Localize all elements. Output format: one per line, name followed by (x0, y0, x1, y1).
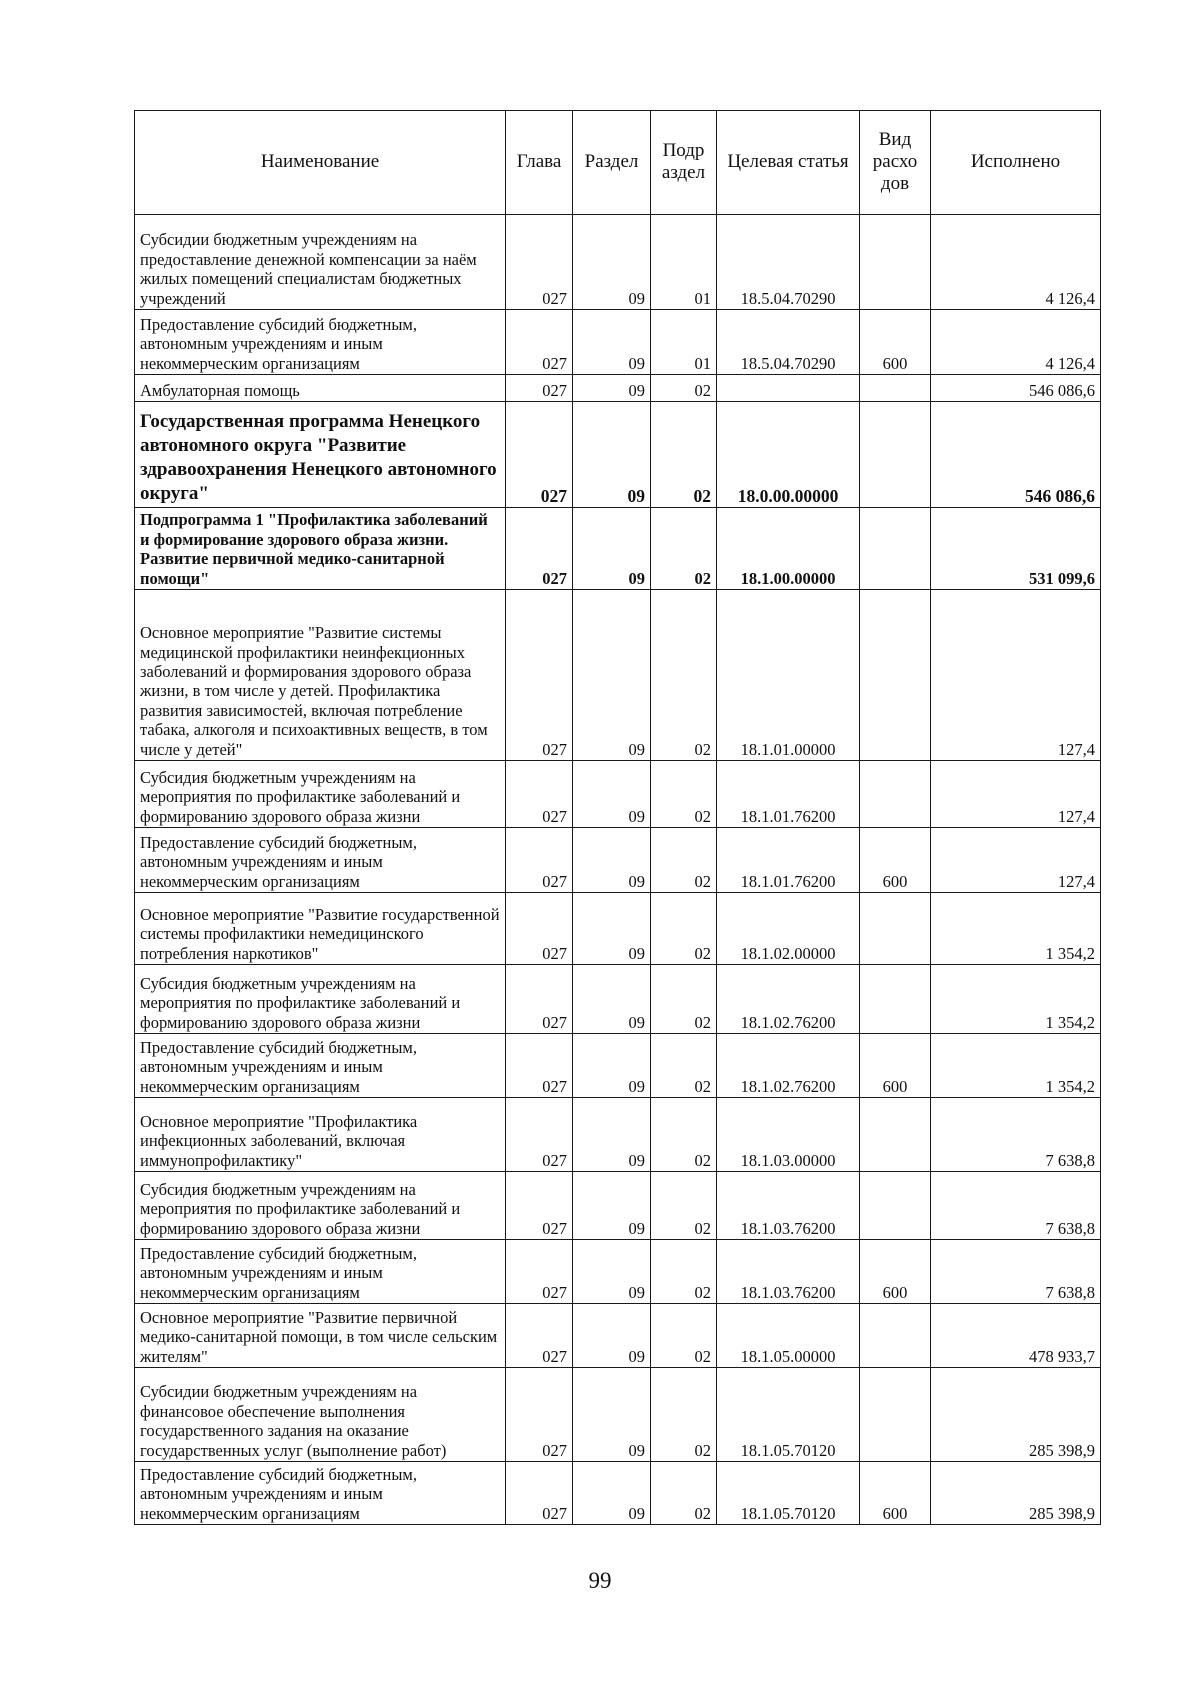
table-row (135, 893, 1101, 965)
row-celevaya-statya: 18.1.02.76200 (717, 1034, 860, 1098)
row-podrazdel: 02 (651, 1304, 717, 1368)
table-row (135, 215, 1101, 310)
row-ispolneno: 531 099,6 (931, 508, 1101, 590)
row-celevaya-statya: 18.1.05.00000 (717, 1304, 860, 1368)
row-podrazdel: 01 (651, 215, 717, 310)
row-glava: 027 (506, 508, 573, 590)
row-vid-raskhodov (860, 965, 931, 1034)
row-ispolneno: 7 638,8 (931, 1172, 1101, 1240)
header-glava: Глава (506, 111, 573, 215)
row-podrazdel: 01 (651, 310, 717, 375)
table-row (135, 965, 1101, 1034)
row-ispolneno: 1 354,2 (931, 965, 1101, 1034)
table-row (135, 310, 1101, 375)
row-ispolneno: 285 398,9 (931, 1368, 1101, 1462)
header-vid-raskhodov: Вид расхо дов (860, 111, 931, 215)
row-podrazdel: 02 (651, 402, 717, 508)
row-glava: 027 (506, 965, 573, 1034)
budget-execution-table (134, 110, 1101, 1525)
row-celevaya-statya: 18.5.04.70290 (717, 310, 860, 375)
row-razdel: 09 (573, 310, 651, 375)
table-row (135, 1034, 1101, 1098)
row-ispolneno: 127,4 (931, 761, 1101, 828)
row-vid-raskhodov: 600 (860, 1240, 931, 1304)
row-razdel: 09 (573, 893, 651, 965)
row-celevaya-statya: 18.1.01.76200 (717, 761, 860, 828)
row-glava: 027 (506, 1034, 573, 1098)
row-celevaya-statya: 18.1.03.76200 (717, 1240, 860, 1304)
row-podrazdel: 02 (651, 1462, 717, 1525)
row-name: Основное мероприятие "Профилактика инфекционных заболеваний, включая иммунопрофилактику" (135, 1098, 506, 1172)
header-podrazdel: Подр аздел (651, 111, 717, 215)
row-celevaya-statya (717, 375, 860, 402)
row-razdel: 09 (573, 375, 651, 402)
row-name: Предоставление субсидий бюджетным, автономным учреждениям и иным некоммерческим организациям (135, 1240, 506, 1304)
table-row (135, 590, 1101, 761)
row-ispolneno: 1 354,2 (931, 893, 1101, 965)
row-name: Субсидия бюджетным учреждениям на мероприятия по профилактике заболеваний и формированию здорового образа жизни (135, 761, 506, 828)
row-podrazdel: 02 (651, 965, 717, 1034)
row-razdel: 09 (573, 215, 651, 310)
table-row (135, 1462, 1101, 1525)
row-celevaya-statya: 18.1.02.00000 (717, 893, 860, 965)
row-ispolneno: 4 126,4 (931, 215, 1101, 310)
row-ispolneno: 7 638,8 (931, 1098, 1101, 1172)
row-celevaya-statya: 18.1.01.76200 (717, 828, 860, 893)
row-name: Предоставление субсидий бюджетным, автономным учреждениям и иным некоммерческим организациям (135, 828, 506, 893)
row-vid-raskhodov (860, 375, 931, 402)
row-name: Предоставление субсидий бюджетным, автономным учреждениям и иным некоммерческим организациям (135, 1462, 506, 1525)
row-ispolneno: 285 398,9 (931, 1462, 1101, 1525)
header-razdel: Раздел (573, 111, 651, 215)
row-podrazdel: 02 (651, 828, 717, 893)
table-row (135, 828, 1101, 893)
row-razdel: 09 (573, 761, 651, 828)
row-razdel: 09 (573, 1240, 651, 1304)
row-podrazdel: 02 (651, 1172, 717, 1240)
row-glava: 027 (506, 590, 573, 761)
table-header-row (135, 111, 1101, 215)
row-glava: 027 (506, 1304, 573, 1368)
row-razdel: 09 (573, 1034, 651, 1098)
row-glava: 027 (506, 828, 573, 893)
row-ispolneno: 4 126,4 (931, 310, 1101, 375)
row-razdel: 09 (573, 1368, 651, 1462)
row-podrazdel: 02 (651, 1240, 717, 1304)
row-name: Субсидия бюджетным учреждениям на мероприятия по профилактике заболеваний и формированию здорового образа жизни (135, 1172, 506, 1240)
table-row (135, 1172, 1101, 1240)
row-name: Основное мероприятие "Развитие системы медицинской профилактики неинфекционных заболеваний и формирования здорового образа жизни, в том числе у детей. Профилактика развития зависимостей, включая потребление табака, алкоголя и психоактивных веществ, в том числе у детей" (135, 590, 506, 761)
row-celevaya-statya: 18.1.02.76200 (717, 965, 860, 1034)
row-podrazdel: 02 (651, 1034, 717, 1098)
row-podrazdel: 02 (651, 508, 717, 590)
row-vid-raskhodov (860, 893, 931, 965)
row-ispolneno: 546 086,6 (931, 402, 1101, 508)
row-vid-raskhodov: 600 (860, 310, 931, 375)
row-podrazdel: 02 (651, 761, 717, 828)
row-razdel: 09 (573, 1304, 651, 1368)
row-vid-raskhodov (860, 508, 931, 590)
row-podrazdel: 02 (651, 1368, 717, 1462)
page-number: 99 (588, 1568, 612, 1593)
row-glava: 027 (506, 1172, 573, 1240)
header-ispolneno: Исполнено (931, 111, 1101, 215)
table-row (135, 1304, 1101, 1368)
row-vid-raskhodov: 600 (860, 1462, 931, 1525)
row-name: Предоставление субсидий бюджетным, автономным учреждениям и иным некоммерческим организациям (135, 1034, 506, 1098)
row-glava: 027 (506, 310, 573, 375)
row-razdel: 09 (573, 828, 651, 893)
row-podrazdel: 02 (651, 590, 717, 761)
table-row (135, 375, 1101, 402)
row-vid-raskhodov (860, 402, 931, 508)
row-celevaya-statya: 18.1.03.76200 (717, 1172, 860, 1240)
header-celevaya-statya: Целевая статья (717, 111, 860, 215)
row-name: Субсидии бюджетным учреждениям на предоставление денежной компенсации за наём жилых помещений специалистам бюджетных учреждений (135, 215, 506, 310)
row-razdel: 09 (573, 1098, 651, 1172)
row-razdel: 09 (573, 508, 651, 590)
row-name: Предоставление субсидий бюджетным, автономным учреждениям и иным некоммерческим организациям (135, 310, 506, 375)
row-glava: 027 (506, 215, 573, 310)
row-name: Основное мероприятие "Развитие первичной медико-санитарной помощи, в том числе сельским жителям" (135, 1304, 506, 1368)
row-razdel: 09 (573, 1462, 651, 1525)
row-glava: 027 (506, 1240, 573, 1304)
row-vid-raskhodov (860, 215, 931, 310)
row-celevaya-statya: 18.1.05.70120 (717, 1462, 860, 1525)
row-ispolneno: 127,4 (931, 828, 1101, 893)
table-row (135, 402, 1101, 508)
row-podrazdel: 02 (651, 375, 717, 402)
row-glava: 027 (506, 1098, 573, 1172)
row-razdel: 09 (573, 590, 651, 761)
row-razdel: 09 (573, 1172, 651, 1240)
row-glava: 027 (506, 402, 573, 508)
table-row (135, 1098, 1101, 1172)
row-celevaya-statya: 18.1.00.00000 (717, 508, 860, 590)
row-podrazdel: 02 (651, 1098, 717, 1172)
row-name: Государственная программа Ненецкого автономного округа "Развитие здравоохранения Ненецкого автономного округа" (135, 402, 506, 508)
row-ispolneno: 1 354,2 (931, 1034, 1101, 1098)
row-name: Подпрограмма 1 "Профилактика заболеваний и формирование здорового образа жизни. Развитие первичной медико-санитарной помощи" (135, 508, 506, 590)
row-glava: 027 (506, 375, 573, 402)
row-ispolneno: 127,4 (931, 590, 1101, 761)
row-glava: 027 (506, 1368, 573, 1462)
table-row (135, 1368, 1101, 1462)
row-celevaya-statya: 18.1.01.00000 (717, 590, 860, 761)
table-row (135, 761, 1101, 828)
header-name: Наименование (135, 111, 506, 215)
row-celevaya-statya: 18.5.04.70290 (717, 215, 860, 310)
row-razdel: 09 (573, 965, 651, 1034)
row-vid-raskhodov (860, 761, 931, 828)
row-name: Основное мероприятие "Развитие государственной системы профилактики немедицинского потребления наркотиков" (135, 893, 506, 965)
table-row (135, 508, 1101, 590)
row-ispolneno: 546 086,6 (931, 375, 1101, 402)
row-ispolneno: 7 638,8 (931, 1240, 1101, 1304)
row-vid-raskhodov: 600 (860, 1034, 931, 1098)
row-glava: 027 (506, 893, 573, 965)
row-name: Субсидия бюджетным учреждениям на мероприятия по профилактике заболеваний и формированию здорового образа жизни (135, 965, 506, 1034)
row-razdel: 09 (573, 402, 651, 508)
row-celevaya-statya: 18.1.05.70120 (717, 1368, 860, 1462)
row-ispolneno: 478 933,7 (931, 1304, 1101, 1368)
row-vid-raskhodov: 600 (860, 828, 931, 893)
row-vid-raskhodov (860, 1304, 931, 1368)
row-glava: 027 (506, 761, 573, 828)
row-celevaya-statya: 18.1.03.00000 (717, 1098, 860, 1172)
row-glava: 027 (506, 1462, 573, 1525)
row-podrazdel: 02 (651, 893, 717, 965)
row-vid-raskhodov (860, 1368, 931, 1462)
row-name: Амбулаторная помощь (135, 375, 506, 402)
row-celevaya-statya: 18.0.00.00000 (717, 402, 860, 508)
row-vid-raskhodov (860, 590, 931, 761)
row-vid-raskhodov (860, 1098, 931, 1172)
table-row (135, 1240, 1101, 1304)
row-vid-raskhodov (860, 1172, 931, 1240)
row-name: Субсидии бюджетным учреждениям на финансовое обеспечение выполнения государственного задания на оказание государственных услуг (выполнение работ) (135, 1368, 506, 1462)
